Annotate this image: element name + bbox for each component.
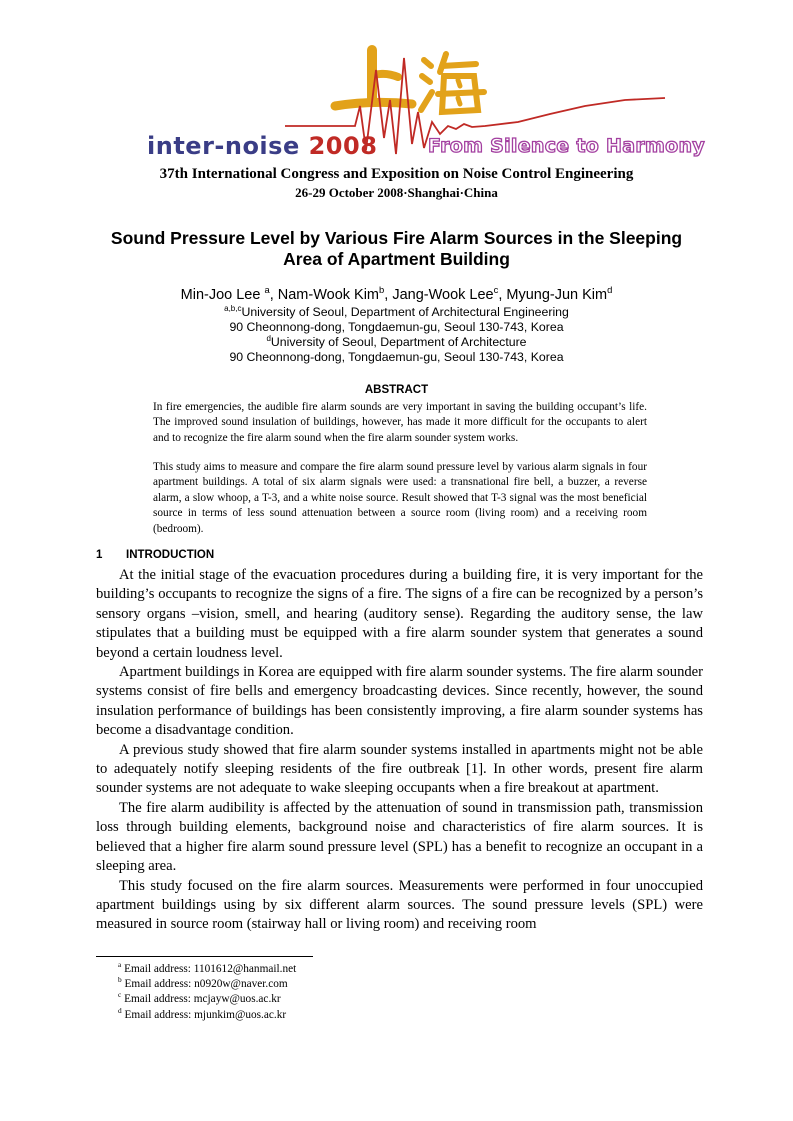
abstract-heading: ABSTRACT — [364, 384, 429, 396]
body-paragraph: A previous study showed that fire alarm sounder systems installed in apartments might not be able to adequately notify sleeping residents of the fire outbreak [1]. In other words, present fire alarm sounder systems are not adequate to wake sleeping occupants when a fire breakout at apartment. — [96, 741, 703, 797]
body-paragraph: This study focused on the fire alarm sources. Measurements were performed in four unoccupied apartment buildings using by six different alarm sources. The sound pressure levels (SPL) were measured in source room (stairway hall or living room) and receiving room — [96, 877, 703, 933]
body-paragraph: Apartment buildings in Korea are equipped with fire alarm sounder systems. The fire alarm sounder systems consist of fire bells and emergency broadcasting devices. Since recently, however, the sound insulation performance of buildings has been consistently improving, a fire alarm sounder systems has become a disadvantage condition. — [96, 664, 703, 739]
author-list — [0, 284, 793, 303]
affiliation-mark: a,b,c — [224, 303, 242, 313]
conference-title: 37th International Congress and Exposition on Noise Control Engineering — [159, 166, 634, 182]
author-mark: a — [264, 284, 270, 296]
author-separator: , — [384, 287, 393, 303]
affiliation-text: University of Seoul, Department of Architecture — [270, 335, 527, 349]
affiliation-address-2: 90 Cheonnong-dong, Tongdaemun-gu, Seoul 130-743, Korea — [229, 350, 564, 364]
author-mark: b — [379, 284, 385, 296]
body-paragraph: At the initial stage of the evacuation procedures during a building fire, it is very important for the building’s occupants to recognize the signs of a fire. The signs of a fire can be recognized by a person’s sensory organs –vision, smell, and hearing (auditory sense). Regarding the auditory sense, the law stipulates that a building must be equipped with a fire alarm sounder system that generates a sound beyond a certain loudness level. — [96, 567, 703, 661]
abstract-paragraph-2: This study aims to measure and compare the fire alarm sound pressure level by various alarm signals in four apartment buildings. A total of six alarm signals were used: a transnational fire bell, a buzzer, a reverse alarm, a slow whoop, a T-3, and a white noise source. Result showed that T-3 signal was the most beneficial source in terms of less sound attenuation between a source room (living room) and a receiving room (bedroom). — [153, 461, 647, 535]
author-mark: c — [493, 284, 499, 296]
conference-logo — [140, 40, 705, 165]
footnote-text: Email address: 1101612@hanmail.net — [124, 963, 297, 975]
affiliation-1 — [0, 305, 793, 319]
section-number: 1 — [96, 549, 103, 561]
footnote-text: Email address: mcjayw@uos.ac.kr — [124, 993, 281, 1006]
affiliation-address-1: 90 Cheonnong-dong, Tongdaemun-gu, Seoul 130-743, Korea — [229, 320, 564, 334]
logo-brand — [147, 132, 377, 160]
section-title: INTRODUCTION — [126, 549, 215, 561]
author-name: Nam-Wook Kim — [277, 287, 380, 303]
author-name: Myung-Jun Kim — [506, 287, 608, 303]
logo-brand-text: inter-noise — [147, 132, 300, 160]
footnote — [118, 1005, 296, 1023]
footnote — [118, 962, 296, 977]
footnote-divider — [96, 956, 313, 957]
footnote — [118, 992, 296, 1007]
author-name: Jang-Wook Lee — [392, 287, 494, 303]
body-paragraph: The fire alarm audibility is affected by the attenuation of sound in transmission path, transmission loss through building elements, background noise and characteristics of fire alarm sources. It is believed that a higher fire alarm sound pressure level (SPL) has a benefit to recognize an occupant in a sleeping area. — [96, 799, 703, 875]
footnote — [118, 977, 296, 992]
footnote-mark: d — [118, 1005, 122, 1015]
abstract-paragraph-1: In fire emergencies, the audible fire alarm sounds are very important in saving the building occupant’s life. The improved sound insulation of buildings, however, has made it more difficult for the occupants to alert and to recognize the fire alarm sound when the fire alarm sounder system works. — [153, 401, 647, 444]
footnotes — [118, 962, 296, 1023]
author-name: Min-Joo Lee — [180, 287, 265, 303]
introduction-body — [96, 566, 703, 935]
footnote-mark: c — [118, 990, 122, 1000]
logo-brand-year: 2008 — [308, 132, 378, 160]
footnote-text: Email address: n0920w@naver.com — [124, 978, 288, 991]
logo-slogan: From Silence to Harmony — [428, 135, 705, 157]
footnote-text: Email address: mjunkim@uos.ac.kr — [124, 1008, 287, 1021]
conference-date: 26-29 October 2008·Shanghai·China — [295, 185, 498, 200]
paper-title: Sound Pressure Level by Various Fire Alarm Sources in the Sleeping Area of Apartment Building — [110, 228, 683, 269]
affiliation-text: University of Seoul, Department of Architectural Engineering — [241, 305, 569, 319]
calligraphy-hai-icon — [421, 54, 484, 112]
affiliation-mark: d — [266, 333, 271, 343]
section-heading-introduction — [96, 549, 214, 561]
author-separator: , — [498, 287, 507, 303]
author-mark: d — [607, 284, 613, 296]
author-separator: , — [269, 287, 278, 303]
footnote-mark: b — [118, 975, 122, 985]
affiliation-2 — [0, 335, 793, 349]
footnote-mark: a — [118, 960, 122, 970]
